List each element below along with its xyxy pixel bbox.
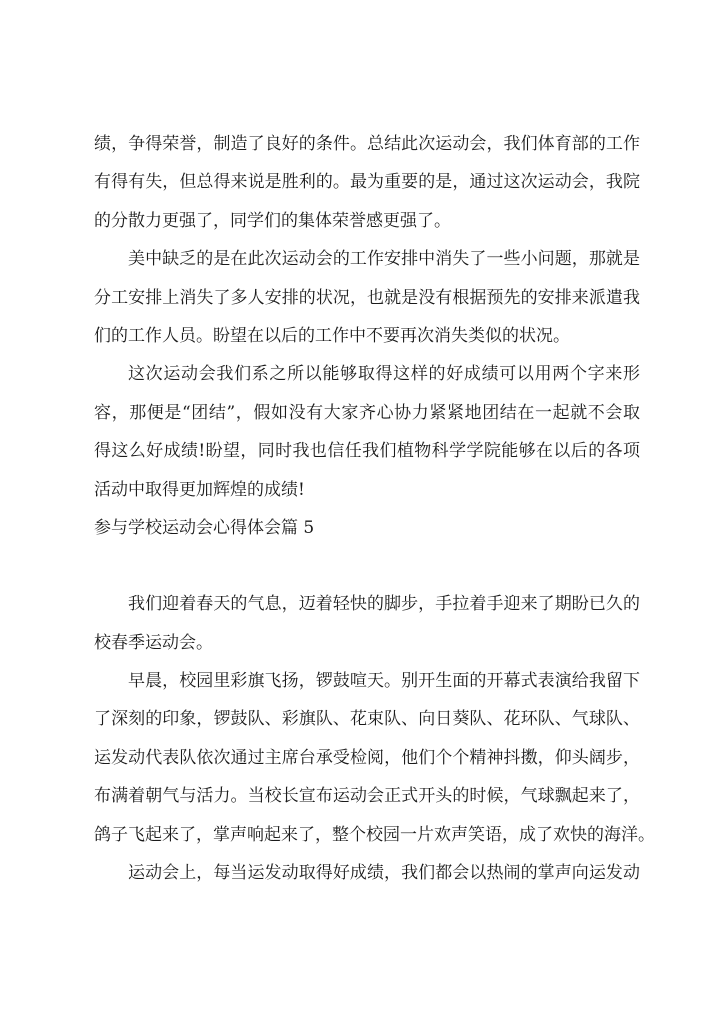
paragraph-line: 分工安排上消失了多人安排的状况，也就是没有根据预先的安排来派遣我 — [94, 287, 640, 308]
paragraph-line: 鸽子飞起来了，掌声响起来了，整个校园一片欢声笑语，成了欢快的海洋。 — [94, 824, 655, 845]
paragraph-line: 的分散力更强了，同学们的集体荣誉感更强了。 — [94, 210, 451, 231]
paragraph-line: 我们迎着春天的气息，迈着轻快的脚步，手拉着手迎来了期盼已久的 — [128, 594, 640, 615]
blank-line — [94, 547, 640, 585]
document-body — [94, 125, 655, 892]
section-heading: 参与学校运动会心得体会篇 5 — [94, 517, 315, 538]
paragraph-line: 得这么好成绩!盼望，同时我也信任我们植物科学学院能够在以后的各项 — [94, 441, 640, 462]
paragraph-line: 校春季运动会。 — [94, 632, 213, 653]
paragraph-line: 美中缺乏的是在此次运动会的工作安排中消失了一些小问题，那就是 — [128, 249, 640, 270]
paragraph-line: 活动中取得更加辉煌的成绩! — [94, 479, 305, 500]
paragraph-line: 容，那便是“团结”，假如没有大家齐心协力紧紧地团结在一起就不会取 — [94, 402, 640, 423]
paragraph-line: 绩，争得荣誉，制造了良好的条件。总结此次运动会，我们体育部的工作 — [94, 134, 640, 154]
paragraph-line: 这次运动会我们系之所以能够取得这样的好成绩可以用两个字来形 — [128, 364, 640, 385]
paragraph-line: 布满着朝气与活力。当校长宣布运动会正式开头的时候，气球飘起来了， — [94, 786, 640, 807]
paragraph-line: 有得有失，但总得来说是胜利的。最为重要的是，通过这次运动会，我院 — [94, 172, 640, 193]
paragraph-line: 运动会上，每当运发动取得好成绩，我们都会以热闹的掌声向运发动 — [128, 863, 640, 884]
paragraph-line: 们的工作人员。盼望在以后的工作中不要再次消失类似的状况。 — [94, 325, 570, 346]
paragraph-line: 了深刻的印象，锣鼓队、彩旗队、花束队、向日葵队、花环队、气球队、 — [94, 709, 640, 730]
paragraph-line: 早晨，校园里彩旗飞扬，锣鼓喧天。别开生面的开幕式表演给我留下 — [128, 671, 640, 692]
paragraph-line: 运发动代表队依次通过主席台承受检阅，他们个个精神抖擞，仰头阔步， — [94, 747, 640, 768]
